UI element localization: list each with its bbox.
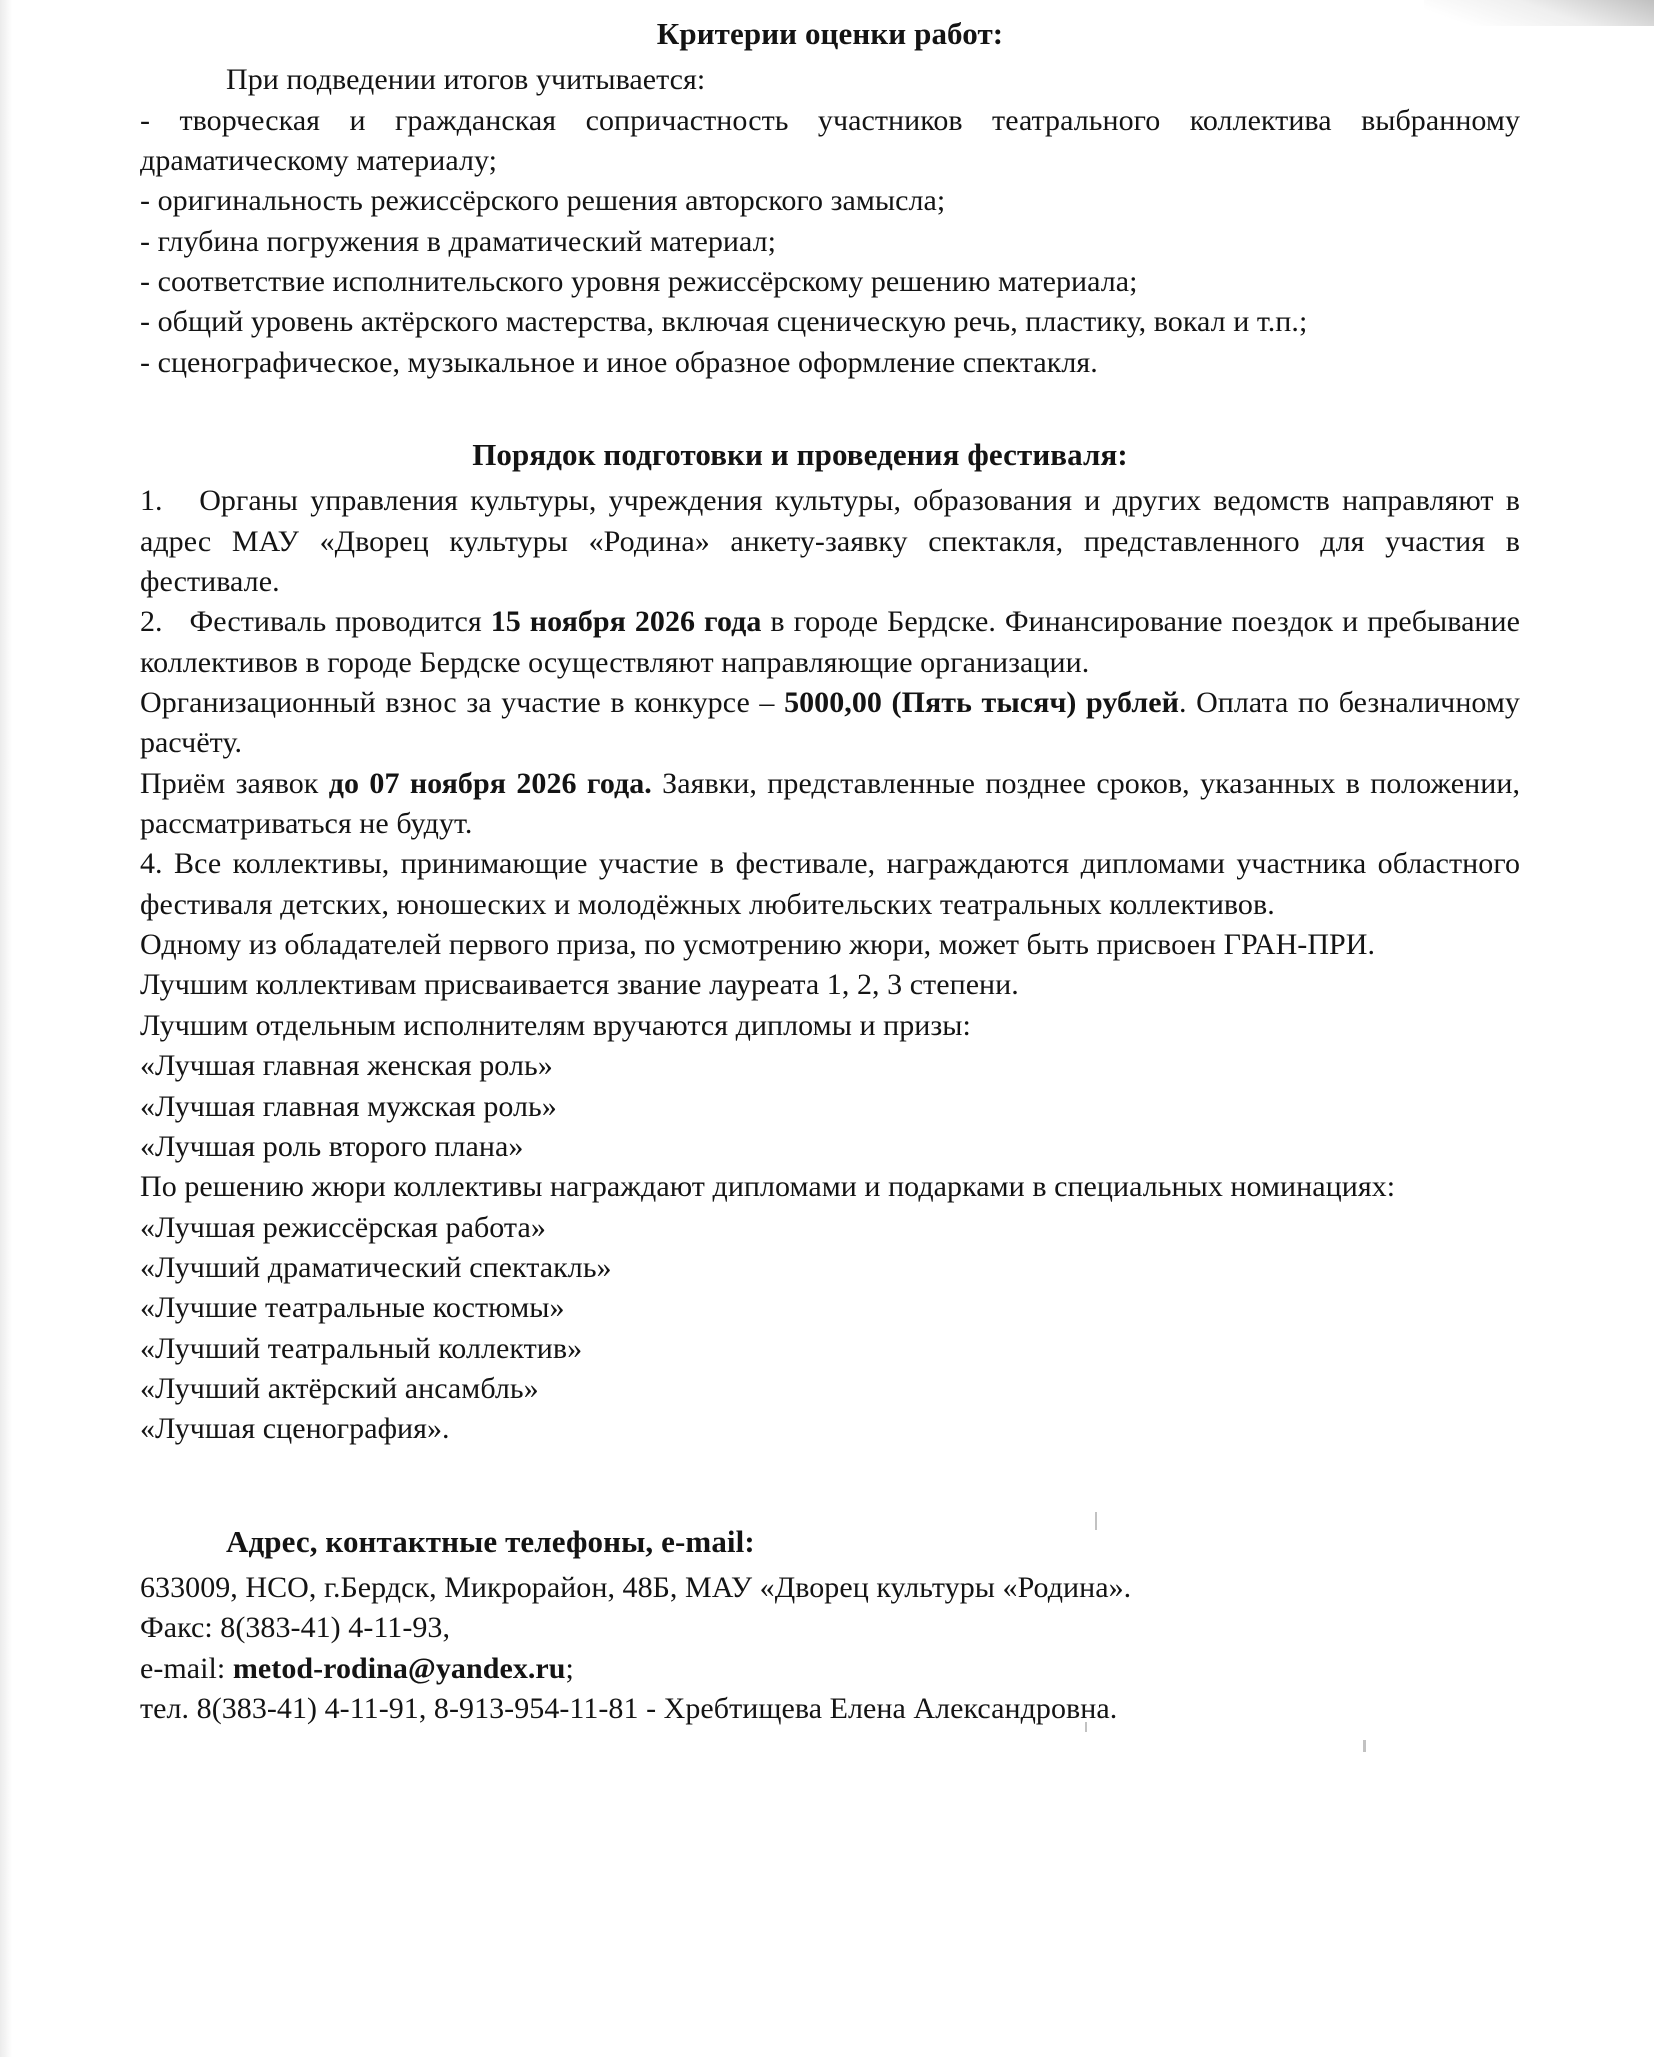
award-best-theatre-company: «Лучший театральный коллектив»	[140, 1331, 583, 1365]
award-best-drama-performance: «Лучший драматический спектакль»	[140, 1250, 612, 1284]
order-item-2	[140, 602, 1520, 683]
award-best-costumes: «Лучшие театральные костюмы»	[140, 1291, 565, 1325]
order-item-4: 4. Все коллективы, принимающие участие в фестивале, награждаются дипломами участника областного фестиваля детских, юношеских и молодёжных любительских театральных коллективов.	[140, 847, 1520, 921]
section-gap-contacts	[140, 1450, 1520, 1522]
criteria-item-2: - оригинальность режиссёрского решения авторского замысла;	[140, 184, 946, 218]
criteria-item-6: - сценографическое, музыкальное и иное образное оформление спектакля.	[140, 345, 1098, 379]
criteria-item-4: - соответствие исполнительского уровня режиссёрскому решению материала;	[140, 265, 1138, 299]
order-item-2-part-b: в городе Бердске. Финансирование поездок и пребывание коллективов в городе Бердске осуществляют направляющие организации.	[140, 605, 1521, 679]
criteria-heading: Критерии оценки работ:	[656, 16, 1004, 51]
contacts-email	[140, 1649, 1520, 1689]
order-deadline	[140, 764, 1520, 845]
order-fee-part-a: Организационный взнос за участие в конкурсе –	[140, 686, 785, 720]
criteria-item-3: - глубина погружения в драматический материал;	[140, 224, 777, 258]
order-individual-intro: Лучшим отдельным исполнителям вручаются дипломы и призы:	[140, 1008, 971, 1042]
order-item-1	[140, 481, 1520, 602]
criteria-intro: При подведении итогов учитывается:	[226, 63, 706, 97]
award-best-direction: «Лучшая режиссёрская работа»	[140, 1210, 546, 1244]
order-special-intro: По решению жюри коллективы награждают дипломами и подарками в специальных номинациях:	[140, 1170, 1396, 1204]
order-fee	[140, 683, 1520, 764]
document-body	[140, 14, 1520, 1729]
order-item-2-date: 15 ноября 2026 года	[490, 605, 762, 639]
order-fee-amount: 5000,00 (Пять тысяч) рублей	[784, 686, 1179, 720]
award-best-supporting-role: «Лучшая роль второго плана»	[140, 1129, 524, 1163]
order-deadline-part-b: Заявки, представленные позднее сроков, указанных в положении, рассматриваться не будут.	[140, 766, 1520, 841]
contacts-fax: Факс: 8(383-41) 4-11-93,	[140, 1611, 451, 1645]
order-laureates: Лучшим коллективам присваивается звание лауреата 1, 2, 3 степени.	[140, 968, 1019, 1002]
scan-speck	[1363, 1740, 1366, 1752]
order-deadline-date: до 07 ноября 2026 года.	[328, 766, 652, 800]
order-grand-prix: Одному из обладателей первого приза, по усмотрению жюри, может быть присвоен ГРАН-ПРИ.	[140, 928, 1376, 962]
contacts-phones: тел. 8(383-41) 4-11-91, 8-913-954-11-81 - Хребтищева Елена Александровна.	[140, 1691, 1118, 1725]
award-best-female-lead: «Лучшая главная женская роль»	[140, 1049, 553, 1083]
order-item-2-part-a: 2. Фестиваль проводится	[140, 605, 491, 639]
order-item-1-text: 1. Органы управления культуры, учреждения культуры, образования и других ведомств направляют в адрес МАУ «Дворец культуры «Родина» анкету-заявку спектакля, представленного для участия в фестивале.	[140, 484, 1520, 599]
contacts-email-label: e-mail:	[140, 1651, 233, 1685]
contacts-email-address[interactable]: metod-rodina@yandex.ru	[232, 1651, 566, 1685]
criteria-item-5: - общий уровень актёрского мастерства, включая сценическую речь, пластику, вокал и т.п.;	[140, 305, 1308, 339]
contacts-heading: Адрес, контактные телефоны, e-mail:	[226, 1523, 755, 1559]
award-best-male-lead: «Лучшая главная мужская роль»	[140, 1089, 557, 1123]
contacts-email-suffix: ;	[565, 1651, 574, 1685]
order-heading: Порядок подготовки и проведения фестиваля:	[472, 437, 1128, 473]
order-fee-part-b: . Оплата по безналичному расчёту.	[140, 686, 1520, 760]
criteria-item-1: - творческая и гражданская сопричастность участников театрального коллектива выбранному драматическому материалу;	[140, 103, 1520, 177]
award-best-scenography: «Лучшая сценография».	[140, 1412, 450, 1446]
contacts-address: 633009, НСО, г.Бердск, Микрорайон, 48Б, МАУ «Дворец культуры «Родина».	[140, 1570, 1132, 1604]
scan-shadow-left-edge	[0, 0, 12, 2057]
order-deadline-part-a: Приём заявок	[140, 766, 329, 800]
section-gap	[140, 383, 1520, 435]
award-best-acting-ensemble: «Лучший актёрский ансамбль»	[140, 1371, 539, 1405]
